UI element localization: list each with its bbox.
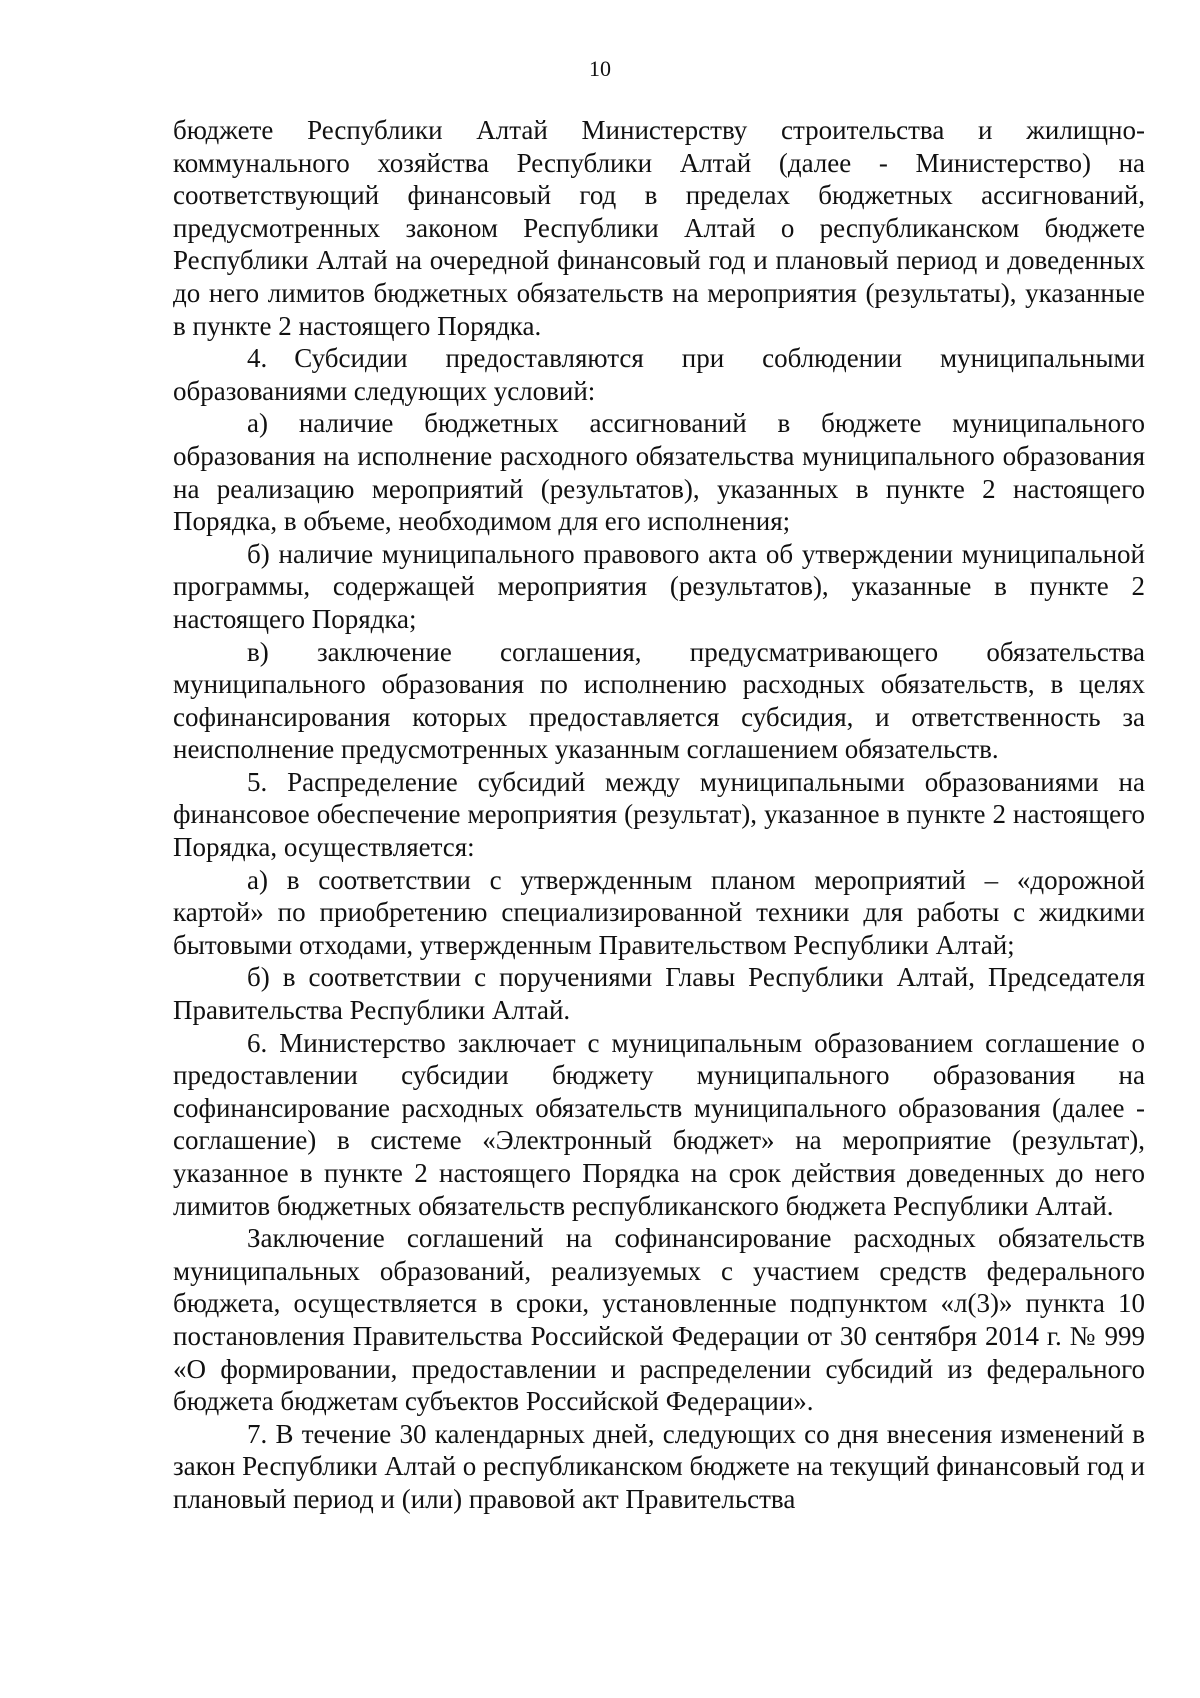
paragraph-item-5-distribution: 5. Распределение субсидий между муниципальными образованиями на финансовое обеспечение мероприятия (результат), указанное в пункте 2 настоящего Порядка, осуществляется:	[173, 766, 1145, 863]
paragraph-item-7-changes: 7. В течение 30 календарных дней, следующих со дня внесения изменений в закон Республики Алтай о республиканском бюджете на текущий финансовый год и плановый период и (или) правовой акт Правительства	[173, 1418, 1145, 1514]
document-body	[173, 114, 1145, 1516]
page-number: 10	[589, 56, 611, 81]
paragraph-condition-v: в) заключение соглашения, предусматривающего обязательства муниципального образования по исполнению расходных обязательств, в целях софинансирования которых предоставляется субсидия, и ответственность за неисполнение предусмотренных указанным соглашением обязательств.	[173, 636, 1145, 765]
paragraph-condition-a: а) наличие бюджетных ассигнований в бюджете муниципального образования на исполнение расходного обязательства муниципального образования на реализацию мероприятий (результатов), указанных в пункте 2 настоящего Порядка, в объеме, необходимом для его исполнения;	[173, 408, 1145, 537]
paragraph-budget-allocation: бюджете Республики Алтай Министерству строительства и жилищно-коммунального хозяйства Республики Алтай (далее - Министерство) на соответствующий финансовый год в пределах бюджетных ассигнований, предусмотренных законом Республики Алтай о республиканском бюджете Республики Алтай на очередной финансовый год и плановый период и доведенных до него лимитов бюджетных обязательств на мероприятия (результаты), указанные в пункте 2 настоящего Порядка.	[173, 115, 1145, 341]
paragraph-distribution-a: а) в соответствии с утвержденным планом мероприятий – «дорожной картой» по приобретению специализированной техники для работы с жидкими бытовыми отходами, утвержденным Правительством Республики Алтай;	[173, 864, 1145, 960]
paragraph-agreement-federal: Заключение соглашений на софинансирование расходных обязательств муниципальных образований, реализуемых с участием средств федерального бюджета, осуществляется в сроки, установленные подпунктом «л(3)» пункта 10 постановления Правительства Российской Федерации от 30 сентября 2014 г. № 999 «О формировании, предоставлении и распределении субсидий из федерального бюджета бюджетам субъектов Российской Федерации».	[173, 1223, 1145, 1417]
paragraph-item-6-agreement: 6. Министерство заключает с муниципальным образованием соглашение о предоставлении субсидии бюджету муниципального образования на софинансирование расходных обязательств муниципального образования (далее - соглашение) в системе «Электронный бюджет» на мероприятие (результат), указанное в пункте 2 настоящего Порядка на срок действия доведенных до него лимитов бюджетных обязательств республиканского бюджета Республики Алтай.	[173, 1027, 1145, 1221]
paragraph-condition-b: б) наличие муниципального правового акта об утверждении муниципальной программы, содержащей мероприятия (результатов), указанные в пункте 2 настоящего Порядка;	[173, 538, 1145, 634]
paragraph-item-4-conditions: 4. Субсидии предоставляются при соблюдении муниципальными образованиями следующих условий:	[173, 343, 1145, 406]
paragraph-distribution-b: б) в соответствии с поручениями Главы Республики Алтай, Председателя Правительства Республики Алтай.	[173, 962, 1145, 1026]
